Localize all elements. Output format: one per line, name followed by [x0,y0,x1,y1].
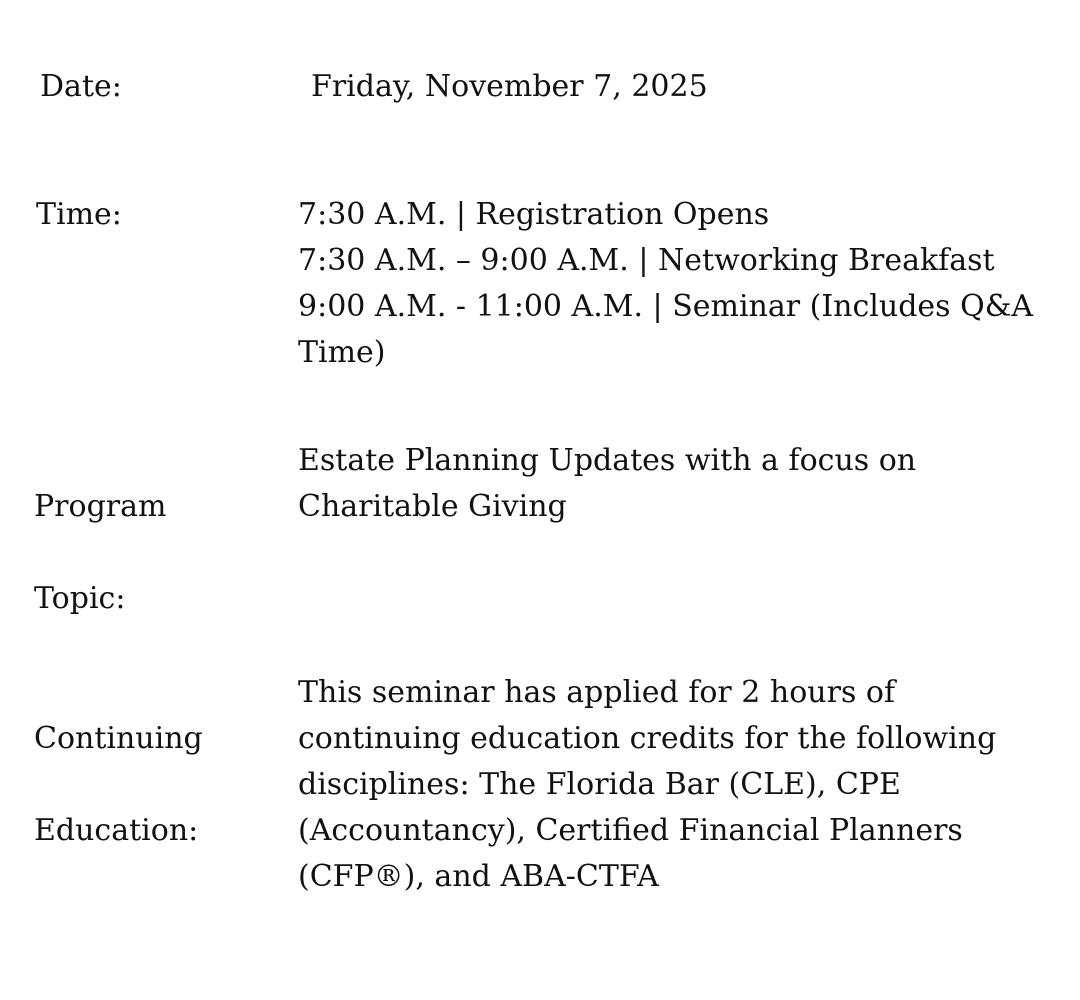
continuing-education-label [34,670,203,900]
time-line-registration: 7:30 A.M. | Registration Opens [298,197,770,232]
time-label: Time: [36,197,122,232]
program-topic-label-line2: Topic: [34,581,126,616]
program-topic-label [34,438,166,668]
program-topic-label-line1: Program [34,489,167,524]
time-schedule [298,192,1043,376]
continuing-education-label-line2: Education: [34,813,199,848]
date-value: Friday, November 7, 2025 [311,69,708,104]
continuing-education-label-line1: Continuing [34,721,203,756]
date-label: Date: [40,69,122,104]
program-topic-value: Estate Planning Updates with a focus on Charitable Giving [298,443,917,524]
time-line-seminar: 9:00 A.M. - 11:00 A.M. | Seminar (Includes Q&A Time) [298,289,1034,370]
continuing-education-value: This seminar has applied for 2 hours of continuing education credits for the following disciplines: The Florida Bar (CLE), CPE (Accountancy), Certified Financial Planners (CFP®), and ABA-CTFA [298,675,997,894]
time-line-breakfast: 7:30 A.M. – 9:00 A.M. | Networking Breakfast [298,243,995,278]
